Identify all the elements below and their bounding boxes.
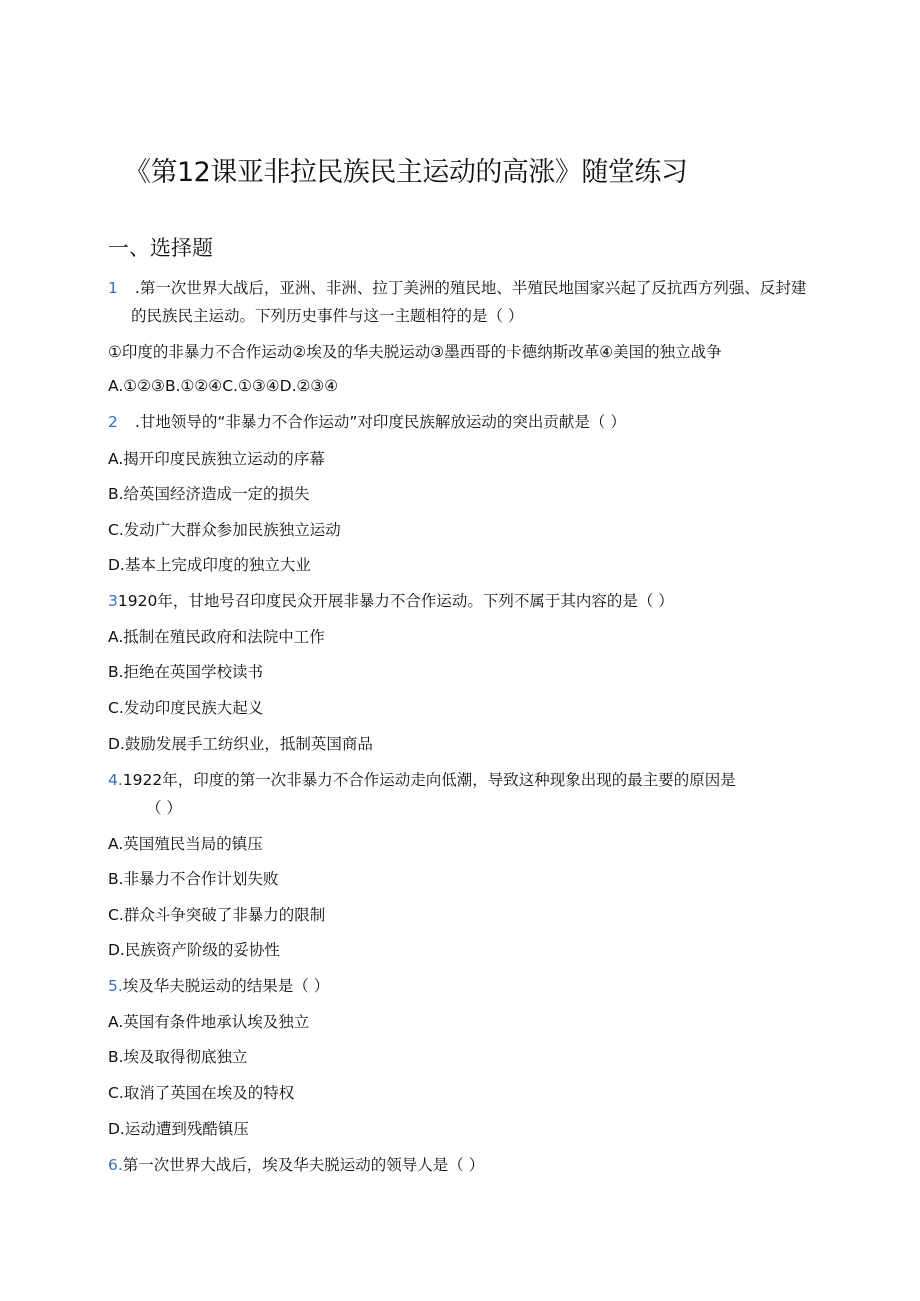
question-number: 4. xyxy=(108,771,123,789)
question-1-items: ①印度的非暴力不合作运动②埃及的华夫脱运动③墨西哥的卡德纳斯改革④美国的独立战争 xyxy=(108,343,722,361)
question-1 xyxy=(108,278,806,298)
option-d: D.民族资产阶级的妥协性 xyxy=(108,941,280,959)
question-text: 埃及华夫脱运动的结果是（ ） xyxy=(122,977,330,995)
question-3 xyxy=(108,591,674,611)
option-c: C.发动广大群众参加民族独立运动 xyxy=(108,521,341,539)
question-number: 2 xyxy=(108,413,118,431)
option-a: A.英国殖民当局的镇压 xyxy=(108,835,263,853)
question-text: .第一次世界大战后，亚洲、非洲、拉丁美洲的殖民地、半殖民地国家兴起了反抗西方列强、反封建 xyxy=(130,279,807,297)
option-d: D.基本上完成印度的独立大业 xyxy=(108,556,311,574)
option-a: A.抵制在殖民政府和法院中工作 xyxy=(108,628,325,646)
question-number: 1 xyxy=(108,279,118,297)
question-text: 1922年，印度的第一次非暴力不合作运动走向低潮，导致这种现象出现的最主要的原因是 xyxy=(122,771,736,789)
page-title: 《第12课亚非拉民族民主运动的高涨》随堂练习 xyxy=(124,157,688,188)
question-2 xyxy=(108,412,626,432)
question-number: 6. xyxy=(108,1156,123,1174)
option-c: C.取消了英国在埃及的特权 xyxy=(108,1084,295,1102)
question-text: 第一次世界大战后，埃及华夫脱运动的领导人是（ ） xyxy=(122,1156,485,1174)
question-4-continued: （ ） xyxy=(146,799,182,817)
question-number: 3 xyxy=(108,592,118,610)
option-d: D.鼓励发展手工纺织业，抵制英国商品 xyxy=(108,735,373,753)
question-1-options: A.①②③B.①②④C.①③④D.②③④ xyxy=(108,377,339,395)
question-text: 1920年，甘地号召印度民众开展非暴力不合作运动。下列不属于其内容的是（ ） xyxy=(117,592,674,610)
question-4 xyxy=(108,770,736,790)
option-b: B.拒绝在英国学校读书 xyxy=(108,663,264,681)
option-b: B.给英国经济造成一定的损失 xyxy=(108,485,310,503)
option-c: C.发动印度民族大起义 xyxy=(108,699,264,717)
option-b: B.非暴力不合作计划失败 xyxy=(108,870,279,888)
option-d: D.运动遭到残酷镇压 xyxy=(108,1120,249,1138)
option-c: C.群众斗争突破了非暴力的限制 xyxy=(108,906,326,924)
question-5 xyxy=(108,976,329,996)
question-1-continued: 的民族民主运动。下列历史事件与这一主题相符的是（ ） xyxy=(131,307,524,325)
question-number: 5. xyxy=(108,977,123,995)
question-6 xyxy=(108,1155,484,1175)
option-b: B.埃及取得彻底独立 xyxy=(108,1048,248,1066)
section-heading: 一、选择题 xyxy=(108,236,213,260)
option-a: A.揭开印度民族独立运动的序幕 xyxy=(108,450,325,468)
question-text: .甘地领导的“非暴力不合作运动”对印度民族解放运动的突出贡献是（ ） xyxy=(130,413,626,431)
option-a: A.英国有条件地承认埃及独立 xyxy=(108,1013,310,1031)
